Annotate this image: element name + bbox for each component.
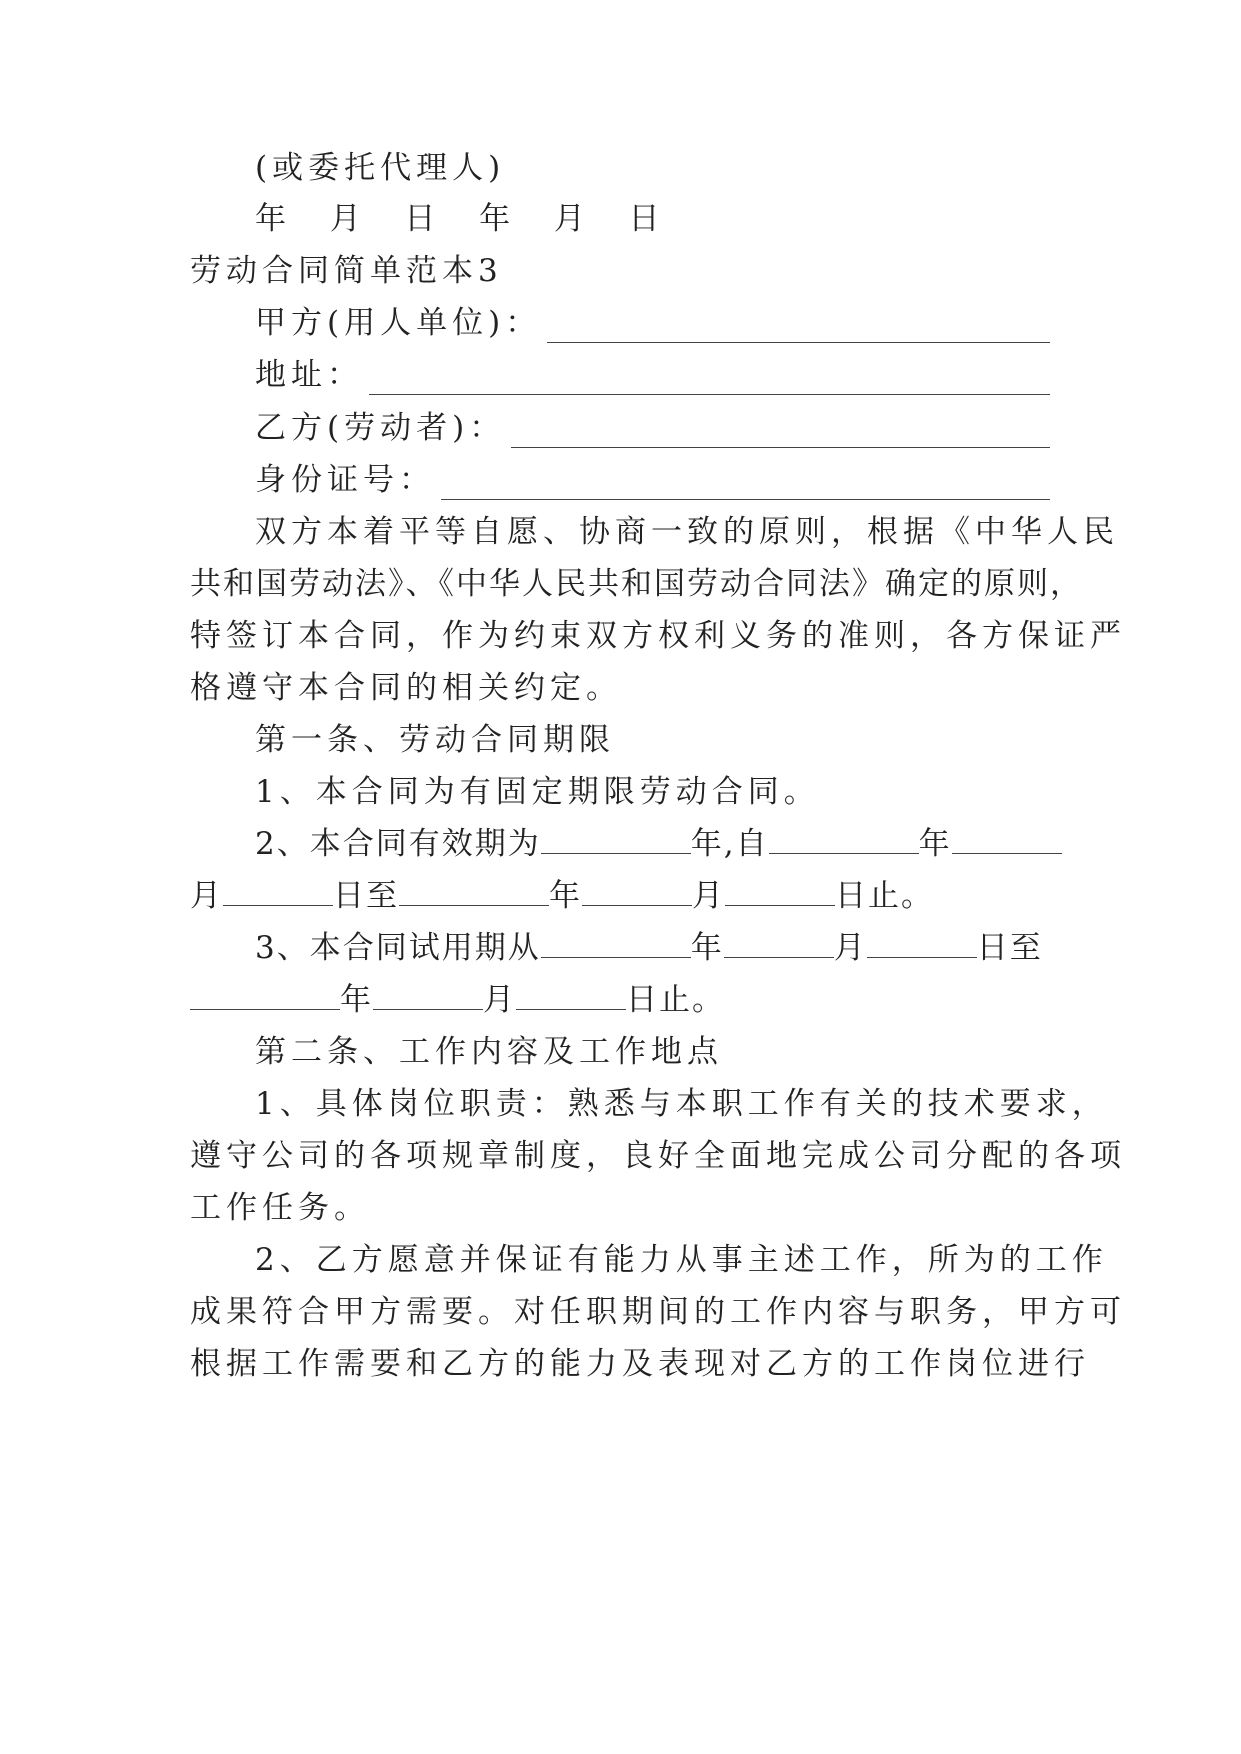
field-blank [369,364,1050,395]
blank [516,981,626,1010]
article-1-heading: 第一条、劳动合同期限 [255,722,615,758]
article-1-item-2 [255,824,1050,864]
article-2-item-2-line: 2、乙方愿意并保证有能力从事主述工作，所为的工作 [255,1242,1108,1278]
field-label: 身份证号： [255,462,435,498]
field-label: 地址： [255,357,363,393]
item-text: 年 [918,826,952,862]
blank [582,877,692,906]
item-text: 日止。 [626,982,725,1018]
item-text: 月 [483,982,516,1018]
preamble-line: 格遵守本合同的相关约定。 [190,670,622,706]
article-2-item-1-line: 遵守公司的各项规章制度，良好全面地完成公司分配的各项 [190,1138,1126,1174]
article-1-item-3 [255,928,1050,968]
blank [867,929,977,958]
item-text: 月 [833,930,867,966]
blank [541,825,691,854]
blank [373,981,483,1010]
field-label: 乙方(劳动者)： [255,410,506,446]
document-title: 劳动合同简单范本3 [190,253,503,289]
field-blank [547,312,1050,343]
item-text: 年 [690,930,724,966]
blank [223,877,333,906]
item-text: 月 [692,878,725,914]
item-text: 3、本合同试用期从 [255,930,541,966]
blank [190,981,340,1010]
article-2-item-1-line: 工作任务。 [190,1190,370,1226]
blank [399,877,549,906]
field-id-number [255,460,1050,500]
article-1-item-3-cont [190,980,1050,1020]
item-text: 2、本合同有效期为 [255,826,541,862]
blank [725,877,835,906]
article-2-item-1-line: 1、具体岗位职责：熟悉与本职工作有关的技术要求， [255,1086,1108,1122]
field-address [255,355,1050,395]
date-line: 年 月 日 年 月 日 [255,201,668,237]
article-2-heading: 第二条、工作内容及工作地点 [255,1034,723,1070]
article-1-item-1: 1、本合同为有固定期限劳动合同。 [255,774,820,810]
item-text: 月 [190,878,223,914]
item-text: 日至 [333,878,399,914]
field-blank [511,417,1050,448]
preamble-line: 特签订本合同，作为约束双方权利义务的准则，各方保证严 [190,618,1126,654]
item-text: 日至 [976,930,1043,966]
blank [769,825,919,854]
field-blank [441,469,1050,500]
article-1-item-2-cont [190,876,1050,916]
field-employee [255,408,1050,448]
agent-note: (或委托代理人) [255,150,506,186]
article-2-item-2-line: 根据工作需要和乙方的能力及表现对乙方的工作岗位进行 [190,1346,1090,1382]
item-text: 日止。 [835,878,934,914]
field-employer [255,303,1050,343]
item-text: 年 [340,982,373,1018]
item-text: 年,自 [690,826,769,862]
blank [952,825,1062,854]
preamble-line: 双方本着平等自愿、协商一致的原则，根据《中华人民 [255,514,1119,550]
blank [541,929,691,958]
blank [724,929,834,958]
preamble-line: 共和国劳动法》、《中华人民共和国劳动合同法》确定的原则， [190,566,1083,602]
article-2-item-2-line: 成果符合甲方需要。对任职期间的工作内容与职务，甲方可 [190,1294,1126,1330]
item-text: 年 [549,878,582,914]
field-label: 甲方(用人单位)： [255,305,542,341]
